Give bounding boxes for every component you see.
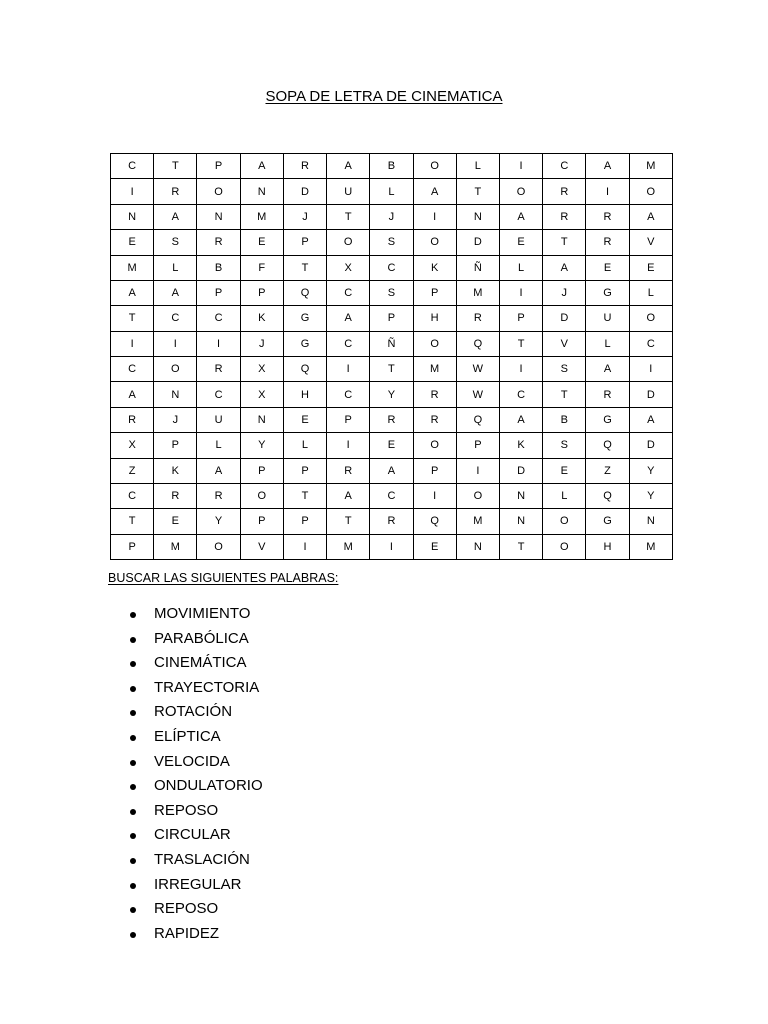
grid-cell: K: [413, 255, 456, 280]
grid-row: [111, 255, 673, 280]
grid-cell: N: [240, 407, 283, 432]
grid-cell: N: [111, 204, 154, 229]
grid-cell: Q: [586, 483, 629, 508]
grid-cell: O: [629, 306, 672, 331]
grid-cell: A: [543, 255, 586, 280]
grid-cell: G: [586, 509, 629, 534]
grid-cell: S: [370, 280, 413, 305]
grid-cell: O: [499, 179, 542, 204]
grid-cell: M: [456, 509, 499, 534]
grid-row: [111, 407, 673, 432]
grid-cell: R: [197, 230, 240, 255]
grid-cell: N: [197, 204, 240, 229]
grid-cell: G: [586, 407, 629, 432]
grid-cell: A: [327, 483, 370, 508]
grid-cell: E: [240, 230, 283, 255]
grid-cell: R: [586, 382, 629, 407]
grid-cell: X: [111, 433, 154, 458]
grid-cell: C: [154, 306, 197, 331]
grid-cell: E: [586, 255, 629, 280]
grid-cell: U: [327, 179, 370, 204]
grid-cell: A: [586, 357, 629, 382]
grid-cell: Ñ: [456, 255, 499, 280]
grid-cell: C: [197, 306, 240, 331]
word-label: IRREGULAR: [154, 875, 242, 893]
list-item: [128, 602, 263, 627]
grid-cell: V: [240, 534, 283, 559]
grid-cell: K: [240, 306, 283, 331]
grid-cell: O: [413, 331, 456, 356]
list-item: [128, 725, 263, 750]
grid-cell: Y: [240, 433, 283, 458]
grid-cell: M: [629, 154, 672, 179]
grid-cell: N: [456, 534, 499, 559]
grid-cell: P: [413, 458, 456, 483]
bullet-icon: [130, 858, 136, 864]
grid-cell: R: [283, 154, 326, 179]
bullet-icon: [130, 735, 136, 741]
grid-cell: Q: [456, 331, 499, 356]
grid-cell: R: [111, 407, 154, 432]
grid-cell: A: [327, 306, 370, 331]
word-label: TRAYECTORIA: [154, 678, 260, 696]
grid-cell: S: [370, 230, 413, 255]
grid-cell: O: [197, 534, 240, 559]
grid-cell: G: [283, 306, 326, 331]
grid-row: [111, 433, 673, 458]
grid-cell: A: [499, 407, 542, 432]
grid-cell: R: [456, 306, 499, 331]
grid-cell: D: [629, 433, 672, 458]
grid-cell: O: [197, 179, 240, 204]
grid-cell: S: [154, 230, 197, 255]
grid-cell: P: [240, 458, 283, 483]
bullet-icon: [130, 784, 136, 790]
grid-cell: N: [154, 382, 197, 407]
grid-cell: L: [197, 433, 240, 458]
grid-cell: C: [499, 382, 542, 407]
grid-cell: T: [283, 483, 326, 508]
grid-cell: C: [370, 255, 413, 280]
bullet-icon: [130, 907, 136, 913]
grid-cell: R: [586, 204, 629, 229]
word-list: [128, 602, 263, 946]
grid-cell: I: [413, 204, 456, 229]
grid-cell: E: [370, 433, 413, 458]
grid-row: [111, 331, 673, 356]
grid-cell: X: [240, 357, 283, 382]
grid-cell: S: [543, 357, 586, 382]
grid-cell: P: [154, 433, 197, 458]
grid-cell: P: [327, 407, 370, 432]
grid-cell: I: [283, 534, 326, 559]
grid-cell: C: [197, 382, 240, 407]
grid-cell: R: [154, 179, 197, 204]
grid-cell: R: [370, 509, 413, 534]
grid-cell: L: [283, 433, 326, 458]
grid-cell: P: [283, 458, 326, 483]
grid-cell: O: [413, 433, 456, 458]
grid-cell: P: [240, 509, 283, 534]
grid-cell: B: [197, 255, 240, 280]
grid-cell: A: [240, 154, 283, 179]
grid-cell: Q: [283, 280, 326, 305]
grid-cell: K: [154, 458, 197, 483]
grid-cell: I: [499, 280, 542, 305]
grid-cell: L: [370, 179, 413, 204]
grid-cell: E: [543, 458, 586, 483]
bullet-icon: [130, 809, 136, 815]
grid-cell: R: [197, 357, 240, 382]
grid-cell: T: [499, 331, 542, 356]
grid-cell: I: [456, 458, 499, 483]
bullet-icon: [130, 760, 136, 766]
list-item: [128, 823, 263, 848]
grid-cell: C: [111, 154, 154, 179]
list-item: [128, 750, 263, 775]
grid-row: [111, 179, 673, 204]
word-label: ONDULATORIO: [154, 777, 263, 795]
grid-cell: A: [370, 458, 413, 483]
grid-cell: M: [456, 280, 499, 305]
grid-cell: Ñ: [370, 331, 413, 356]
grid-cell: I: [111, 331, 154, 356]
word-label: REPOSO: [154, 801, 219, 819]
grid-cell: Y: [197, 509, 240, 534]
grid-cell: C: [111, 483, 154, 508]
grid-cell: P: [197, 280, 240, 305]
bullet-icon: [130, 661, 136, 667]
word-label: RAPIDEZ: [154, 924, 220, 942]
grid-cell: R: [154, 483, 197, 508]
grid-cell: D: [499, 458, 542, 483]
grid-cell: T: [111, 306, 154, 331]
grid-cell: M: [240, 204, 283, 229]
list-item: [128, 627, 263, 652]
grid-cell: I: [413, 483, 456, 508]
grid-cell: P: [370, 306, 413, 331]
grid-cell: D: [283, 179, 326, 204]
grid-cell: O: [543, 509, 586, 534]
grid-cell: N: [240, 179, 283, 204]
grid-cell: N: [499, 509, 542, 534]
grid-cell: I: [111, 179, 154, 204]
grid-row: [111, 357, 673, 382]
grid-cell: X: [240, 382, 283, 407]
bullet-icon: [130, 637, 136, 643]
grid-cell: C: [370, 483, 413, 508]
grid-cell: C: [111, 357, 154, 382]
grid-cell: J: [370, 204, 413, 229]
grid-cell: C: [327, 280, 370, 305]
grid-cell: I: [327, 433, 370, 458]
grid-cell: I: [586, 179, 629, 204]
grid-cell: A: [327, 154, 370, 179]
grid-cell: T: [154, 154, 197, 179]
list-item: [128, 799, 263, 824]
list-item: [128, 774, 263, 799]
grid-cell: E: [283, 407, 326, 432]
grid-cell: R: [413, 382, 456, 407]
grid-row: [111, 204, 673, 229]
grid-cell: T: [456, 179, 499, 204]
grid-cell: Q: [413, 509, 456, 534]
grid-cell: O: [413, 154, 456, 179]
grid-cell: T: [370, 357, 413, 382]
grid-cell: Q: [456, 407, 499, 432]
grid-cell: R: [543, 179, 586, 204]
grid-cell: M: [111, 255, 154, 280]
bullet-icon: [130, 833, 136, 839]
grid-cell: I: [629, 357, 672, 382]
bullet-icon: [130, 883, 136, 889]
grid-cell: E: [499, 230, 542, 255]
grid-cell: M: [154, 534, 197, 559]
grid-cell: L: [499, 255, 542, 280]
grid-row: [111, 534, 673, 559]
grid-cell: D: [543, 306, 586, 331]
grid-cell: T: [283, 255, 326, 280]
grid-cell: A: [629, 204, 672, 229]
grid-cell: T: [327, 509, 370, 534]
word-search-grid: [110, 153, 673, 560]
grid-cell: Y: [629, 458, 672, 483]
grid-cell: R: [413, 407, 456, 432]
grid-cell: A: [154, 280, 197, 305]
grid-cell: P: [197, 154, 240, 179]
words-heading: BUSCAR LAS SIGUIENTES PALABRAS:: [108, 571, 339, 585]
grid-row: [111, 230, 673, 255]
list-item: [128, 848, 263, 873]
bullet-icon: [130, 710, 136, 716]
grid-row: [111, 483, 673, 508]
grid-cell: O: [327, 230, 370, 255]
grid-cell: L: [456, 154, 499, 179]
grid-cell: R: [327, 458, 370, 483]
grid-cell: J: [543, 280, 586, 305]
grid-cell: T: [111, 509, 154, 534]
grid-cell: M: [327, 534, 370, 559]
word-label: CINEMÁTICA: [154, 654, 247, 672]
grid-cell: A: [154, 204, 197, 229]
word-label: PARABÓLICA: [154, 629, 249, 647]
grid-cell: N: [629, 509, 672, 534]
grid-cell: R: [197, 483, 240, 508]
grid-cell: W: [456, 382, 499, 407]
grid-cell: A: [586, 154, 629, 179]
grid-cell: R: [370, 407, 413, 432]
grid-cell: O: [629, 179, 672, 204]
grid-cell: P: [283, 230, 326, 255]
word-label: CIRCULAR: [154, 826, 231, 844]
grid-cell: Y: [629, 483, 672, 508]
grid-row: [111, 306, 673, 331]
grid-cell: Q: [283, 357, 326, 382]
grid-row: [111, 382, 673, 407]
grid-cell: E: [413, 534, 456, 559]
grid-cell: I: [499, 154, 542, 179]
list-item: [128, 922, 263, 947]
grid-cell: L: [586, 331, 629, 356]
grid-cell: H: [413, 306, 456, 331]
word-label: ROTACIÓN: [154, 703, 233, 721]
grid-cell: E: [629, 255, 672, 280]
list-item: [128, 651, 263, 676]
grid-cell: V: [543, 331, 586, 356]
grid-cell: O: [154, 357, 197, 382]
grid-cell: D: [456, 230, 499, 255]
grid-cell: M: [629, 534, 672, 559]
grid-cell: E: [154, 509, 197, 534]
grid-cell: A: [413, 179, 456, 204]
grid-cell: N: [499, 483, 542, 508]
grid-cell: T: [543, 230, 586, 255]
grid-cell: X: [327, 255, 370, 280]
grid-cell: P: [111, 534, 154, 559]
grid-row: [111, 280, 673, 305]
grid-row: [111, 509, 673, 534]
grid-cell: W: [456, 357, 499, 382]
grid-cell: E: [111, 230, 154, 255]
list-item: [128, 897, 263, 922]
grid-cell: Z: [586, 458, 629, 483]
grid-cell: I: [154, 331, 197, 356]
grid-cell: P: [283, 509, 326, 534]
grid-cell: G: [283, 331, 326, 356]
grid-cell: Z: [111, 458, 154, 483]
grid-cell: U: [197, 407, 240, 432]
grid-cell: I: [499, 357, 542, 382]
grid-cell: M: [413, 357, 456, 382]
grid-cell: Y: [370, 382, 413, 407]
grid-row: [111, 154, 673, 179]
word-label: ELÍPTICA: [154, 727, 221, 745]
grid-cell: I: [327, 357, 370, 382]
grid-cell: A: [197, 458, 240, 483]
grid-cell: P: [240, 280, 283, 305]
grid-cell: S: [543, 433, 586, 458]
bullet-icon: [130, 612, 136, 618]
grid-cell: O: [413, 230, 456, 255]
grid-cell: P: [413, 280, 456, 305]
grid-cell: T: [499, 534, 542, 559]
grid-cell: T: [543, 382, 586, 407]
grid-cell: K: [499, 433, 542, 458]
word-label: VELOCIDA: [154, 752, 230, 770]
grid-cell: Q: [586, 433, 629, 458]
grid-cell: H: [586, 534, 629, 559]
grid-cell: J: [154, 407, 197, 432]
grid-cell: B: [370, 154, 413, 179]
grid-cell: F: [240, 255, 283, 280]
grid-cell: P: [456, 433, 499, 458]
bullet-icon: [130, 686, 136, 692]
word-label: MOVIMIENTO: [154, 605, 251, 622]
grid-cell: B: [543, 407, 586, 432]
grid-cell: L: [629, 280, 672, 305]
grid-cell: O: [240, 483, 283, 508]
grid-cell: L: [154, 255, 197, 280]
grid-cell: A: [111, 280, 154, 305]
list-item: [128, 700, 263, 725]
grid-cell: T: [327, 204, 370, 229]
grid-cell: L: [543, 483, 586, 508]
grid-cell: C: [629, 331, 672, 356]
grid-cell: R: [543, 204, 586, 229]
grid-cell: O: [543, 534, 586, 559]
grid-cell: G: [586, 280, 629, 305]
word-label: REPOSO: [154, 900, 219, 918]
grid-cell: C: [543, 154, 586, 179]
list-item: [128, 873, 263, 898]
grid-cell: A: [111, 382, 154, 407]
grid-cell: N: [456, 204, 499, 229]
bullet-icon: [130, 932, 136, 938]
grid-cell: O: [456, 483, 499, 508]
grid-cell: V: [629, 230, 672, 255]
list-item: [128, 676, 263, 701]
grid-cell: J: [240, 331, 283, 356]
grid-cell: C: [327, 331, 370, 356]
page-title: SOPA DE LETRA DE CINEMATICA: [265, 88, 503, 105]
grid-cell: R: [586, 230, 629, 255]
grid-row: [111, 458, 673, 483]
grid-cell: H: [283, 382, 326, 407]
grid-cell: C: [327, 382, 370, 407]
grid-cell: P: [499, 306, 542, 331]
grid-cell: A: [629, 407, 672, 432]
grid-cell: U: [586, 306, 629, 331]
grid-cell: I: [197, 331, 240, 356]
grid-cell: I: [370, 534, 413, 559]
grid-cell: D: [629, 382, 672, 407]
grid-cell: J: [283, 204, 326, 229]
word-label: TRASLACIÓN: [154, 850, 250, 868]
grid-cell: A: [499, 204, 542, 229]
